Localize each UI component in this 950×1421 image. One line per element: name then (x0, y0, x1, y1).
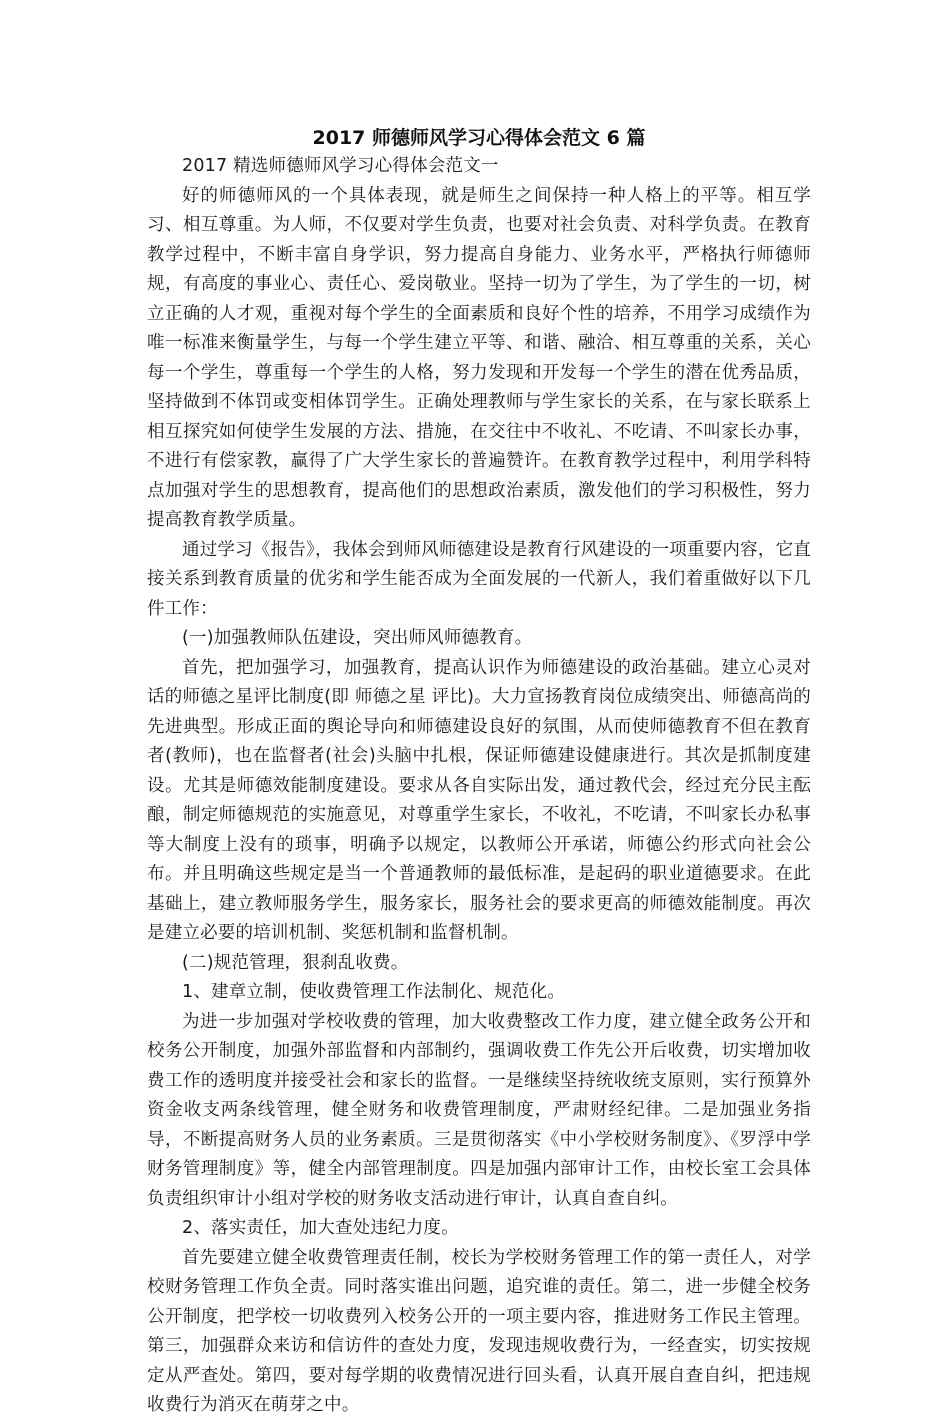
body-paragraph: 好的师德师风的一个具体表现，就是师生之间保持一种人格上的平等。相互学习、相互尊重。为人师，不仅要对学生负责，也要对社会负责、对科学负责。在教育教学过程中，不断丰富自身学识，努力提高自身能力、业务水平，严格执行师德师规，有高度的事业心、责任心、爱岗敬业。坚持一切为了学生，为了学生的一切，树立正确的人才观，重视对每个学生的全面素质和良好个性的培养，不用学习成绩作为唯一标准来衡量学生，与每一个学生建立平等、和谐、融洽、相互尊重的关系，关心每一个学生，尊重每一个学生的人格，努力发现和开发每一个学生的潜在优秀品质，坚持做到不体罚或变相体罚学生。正确处理教师与学生家长的关系，在与家长联系上相互探究如何使学生发展的方法、措施，在交往中不收礼、不吃请、不叫家长办事，不进行有偿家教，赢得了广大学生家长的普遍赞许。在教育教学过程中，利用学科特点加强对学生的思想教育，提高他们的思想政治素质，激发他们的学习积极性，努力提高教育教学质量。 (147, 185, 811, 530)
document-title: 2017 师德师风学习心得体会范文 6 篇 (312, 127, 646, 149)
body-paragraph: 通过学习《报告》，我体会到师风师德建设是教育行风建设的一项重要内容，它直接关系到教育质量的优劣和学生能否成为全面发展的一代新人，我们着重做好以下几件工作： (147, 539, 811, 619)
subsection-heading: 2、落实责任，加大查处违纪力度。 (182, 1218, 459, 1238)
body-paragraph: 首先，把加强学习，加强教育，提高认识作为师德建设的政治基础。建立心灵对话的师德之星评比制度(即 师德之星 评比)。大力宣扬教育岗位成绩突出、师德高尚的先进典型。形成正面的舆论导向和师德建设良好的氛围，从而使师德教育不但在教育者(教师)，也在监督者(社会)头脑中扎根，保证师德建设健康进行。其次是抓制度建设。尤其是师德效能制度建设。要求从各自实际出发，通过教代会，经过充分民主酝酿，制定师德规范的实施意见，对尊重学生家长，不收礼，不吃请，不叫家长办私事等大制度上没有的琐事，明确予以规定，以教师公开承诺，师德公约形式向社会公布。并且明确这些规定是当一个普通教师的最低标准，是起码的职业道德要求。在此基础上，建立教师服务学生，服务家长，服务社会的要求更高的师德效能制度。再次是建立必要的培训机制、奖惩机制和监督机制。 (147, 657, 811, 943)
subtitle-paragraph: 2017 精选师德师风学习心得体会范文一 (182, 156, 499, 176)
subsection-heading: 1、建章立制，使收费管理工作法制化、规范化。 (182, 982, 566, 1002)
body-paragraph: 首先要建立健全收费管理责任制，校长为学校财务管理工作的第一责任人，对学校财务管理工作负全责。同时落实谁出问题，追究谁的责任。第二，进一步健全校务公开制度，把学校一切收费列入校务公开的一项主要内容，推进财务工作民主管理。第三，加强群众来访和信访件的查处力度，发现违规收费行为，一经查实，切实按规定从严查处。第四，要对每学期的收费情况进行回头看，认真开展自查自纠，把违规收费行为消灭在萌芽之中。 (147, 1247, 811, 1415)
document-page (147, 124, 811, 1421)
section-heading: (二)规范管理，狠刹乱收费。 (182, 952, 409, 973)
section-heading: (一)加强教师队伍建设，突出师风师德教育。 (182, 628, 533, 648)
body-paragraph: 为进一步加强对学校收费的管理，加大收费整改工作力度，建立健全政务公开和校务公开制度，加强外部监督和内部制约，强调收费工作先公开后收费，切实增加收费工作的透明度并接受社会和家长的监督。一是继续坚持统收统支原则，实行预算外资金收支两条线管理，健全财务和收费管理制度，严肃财经纪律。二是加强业务指导，不断提高财务人员的业务素质。三是贯彻落实《中小学校财务制度》、《罗浮中学财务管理制度》等，健全内部管理制度。四是加强内部审计工作，由校长室工会具体负责组织审计小组对学校的财务收支活动进行审计，认真自查自纠。 (147, 1011, 811, 1209)
